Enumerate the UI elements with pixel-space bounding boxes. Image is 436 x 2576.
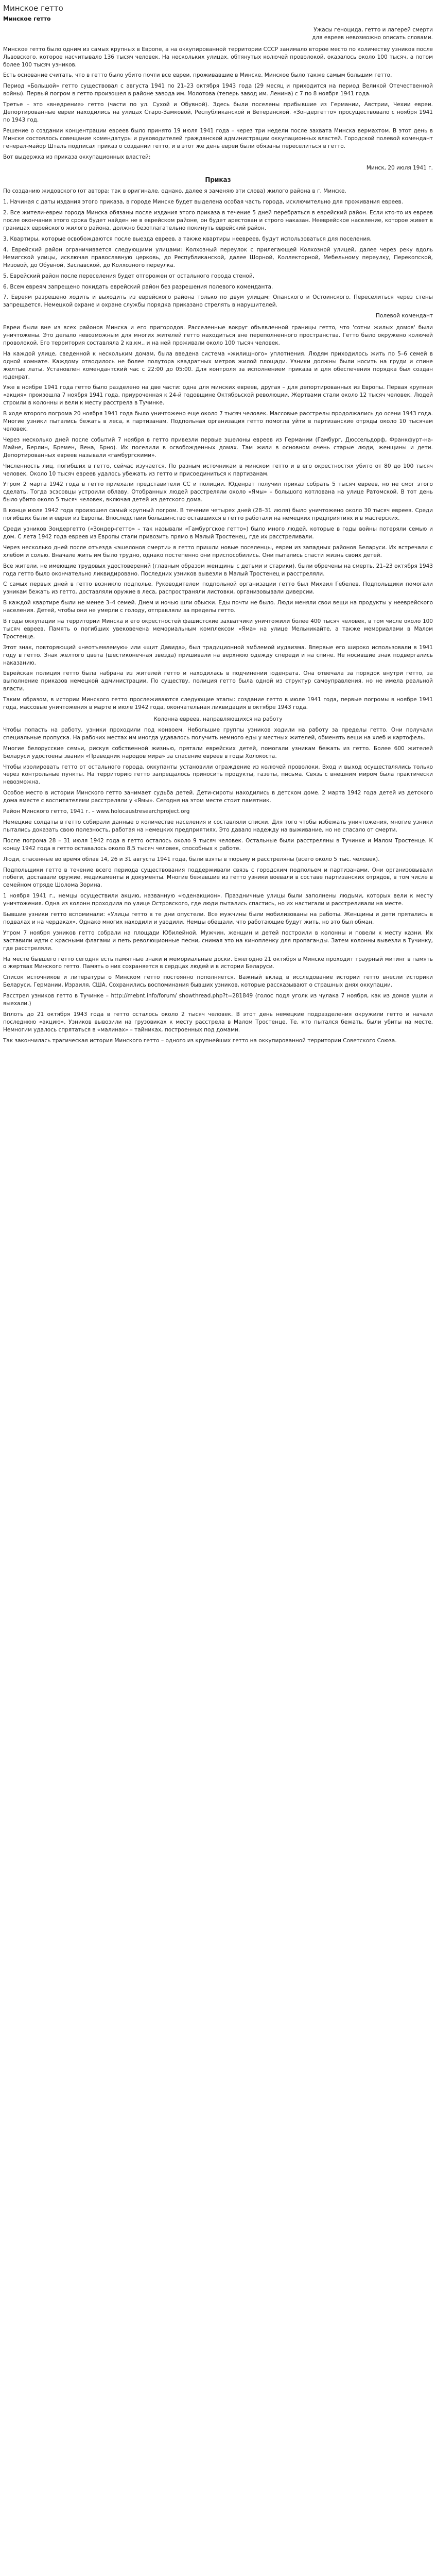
image-source-caption: Район Минского гетто, 1941 г. – www.holocaustresearchproject.org xyxy=(3,808,190,815)
article-subtitle: Минское гетто xyxy=(3,15,51,23)
order-item: 6. Всем евреям запрещено покидать еврейский район без разрешения полевого коменданта. xyxy=(3,283,273,290)
paragraph: Уже в ноябре 1941 года гетто было разделено на две части: одна для минских евреев, другая – для депортированных из Европы. Первая крупная «акция» произошла 7 ноября 1941 года, приуроченная к 24-й годовщине Октябрьской революции. Жертвами стали около 12 тысяч человек. Людей строили в колонны и вели к месту расстрела в Тучинке. xyxy=(3,384,433,406)
paragraph: Третье – это «внедрение» гетто (части по ул. Сухой и Обувной). Здесь были поселены прибывшие из Германии, Австрии, Чехии евреи. Депортированные евреи находились на улицах Старо-Замковой, Республиканской и Ветеранской. «Зондергетто» просуществовало с ноября 1941 по 1943 год. xyxy=(3,101,433,123)
order-item: 2. Все жители-евреи города Минска обязаны после издания этого приказа в течение 5 дней перебраться в еврейский район. Если кто-то из евреев после окончания этого срока будет найден не в еврейском районе, он будет арестован и строго наказан. Нееврейское население, которое живет в границах еврейского жилого района, должно безотлагательно покинуть еврейский район. xyxy=(3,210,433,232)
order-section xyxy=(3,188,433,309)
order-title: Приказ xyxy=(205,176,231,184)
paragraph: Еврейская полиция гетто была набрана из жителей гетто и находилась в подчинении юденрата. Она отвечала за порядок внутри гетто, за выполнение приказов немецкой администрации. По существу, полиция гетто была одной из структур самоуправления, но не имела реальной власти. xyxy=(3,670,433,692)
paragraph: Численность лиц, погибших в гетто, сейчас изучается. По разным источникам в минском гетто и в его окрестностях убито от 80 до 100 тысяч человек. Около 10 тысяч евреев удалось убежать из гетто и присоединиться к партизанам. xyxy=(3,463,433,477)
paragraph: 1 ноября 1941 г., немцы осуществили акцию, названную «юденакцион». Праздничные улицы были заполнены людьми, которых вели к месту уничтожения. Одна из колонн проходила по улице Островского, где люди пытались спастись, но их настигали и расстреливали на месте. xyxy=(3,893,433,907)
order-item: 5. Еврейский район после переселения будет отгорожен от остального города стеной. xyxy=(3,273,255,279)
paragraph: В годы оккупации на территории Минска и его окрестностей фашистские захватчики уничтожили более 400 тысяч человек, в том числе около 100 тысяч евреев. Память о погибших увековечена мемориальным комплексом «Яма» на улице Мельникайте, а также мемориалами в Малом Тростенце. xyxy=(3,618,433,640)
epigraph-line: Ужасы геноцида, гетто и лагерей смерти xyxy=(313,26,433,33)
order-item: 3. Квартиры, которые освобождаются после выезда евреев, а также квартиры неевреев, будут использоваться для поселения. xyxy=(3,235,372,242)
paragraph: Среди узников Зондергетто («Зондер-гетто» – так называли «Гамбургское гетто») было много людей, которые в годы войны потеряли семью и дом. С лета 1942 года евреев из Европы стали привозить прямо в Малый Тростенец, где их расстреливали. xyxy=(3,526,433,540)
body-section xyxy=(3,324,433,711)
paragraph: Утром 2 марта 1942 года в гетто приехали представители СС и полиции. Юденрат получил приказ собрать 5 тысяч евреев, но не смог этого сделать. Тогда эсэсовцы устроили облаву. Отобранных людей расстреляли около «Ямы» – большого котлована на улице Ратомской. В тот день было убито около 5 тысяч человек, включая детей из детского дома. xyxy=(3,481,433,503)
section2 xyxy=(3,726,433,805)
paragraph: Через несколько дней после отъезда «эшелонов смерти» в гетто пришли новые поселенцы, евреи из западных районов Беларуси. Их встречали с хлебом и солью. Вначале жить им было трудно, однако постепенно они приспособились. Они пытались спасти жизнь своих детей. xyxy=(3,544,433,558)
paragraph: В каждой квартире были не менее 3–4 семей. Днем и ночью шли обыски. Еды почти не было. Люди меняли свои вещи на продукты у нееврейского населения. Детей, чтобы они не умерли с голоду, отправляли за пределы гетто. xyxy=(3,600,433,614)
paragraph: Особое место в истории Минского гетто занимает судьба детей. Дети-сироты находились в детском доме. 2 марта 1942 года детей из детского дома вместе с воспитателями расстреляли у «Ямы». Сегодня на этом месте стоит памятник. xyxy=(3,790,433,804)
paragraph: Этот знак, повторяющий «неотъемлемую» или «щит Давида», был традиционной эмблемой иудаизма. Впервые его широко использовали в 1941 году в гетто. Знак желтого цвета (шестиконечная звезда) пришивали на верхнюю одежду спереди и на спине. Не носившие знак подвергались наказанию. xyxy=(3,644,433,666)
paragraph: Немецкие солдаты в гетто собирали данные о количестве населения и составляли списки. Для того чтобы избежать уничтожения, многие узники пытались доказать свою полезность, работая на немецких предприятиях. Это давало надежду на выживание, но не спасало от смерти. xyxy=(3,819,433,833)
paragraph: Все жители, не имеющие трудовых удостоверений (главным образом женщины с детьми и старики), были обречены на смерть. 21–23 октября 1943 года гетто было окончательно ликвидировано. Последних узников вывезли в Малый Тростенец и расстреляли. xyxy=(3,563,433,577)
paragraph: После погрома 28 – 31 июля 1942 года в гетто осталось около 9 тысяч человек. Остальные были расстреляны в Тучинке и Малом Тростенце. К концу 1942 года в гетто оставалось около 8,5 тысяч человек, способных к работе. xyxy=(3,837,433,852)
paragraph: Минское гетто было одним из самых крупных в Европе, а на оккупированной территории СССР занимало второе место по количеству узников после Львовского, которое насчитывало 136 тысяч человек. На нескольких улицах, обтянутых колючей проволокой, оказалось около 100 тысяч, а потом более 100 тысяч узников. xyxy=(3,46,433,68)
paragraph: Чтобы изолировать гетто от остального города, оккупанты установили ограждение из колючей проволоки. Вход и выход осуществлялись только через контрольные пункты. На территорию гетто запрещалось приносить продукты, газеты, письма. Связь с внешним миром была практически невозможна. xyxy=(3,764,433,786)
paragraph: Люди, спасенные во время облав 14, 26 и 31 августа 1941 года, были взяты в тюрьму и расстреляны (всего около 5 тыс. человек). xyxy=(3,856,380,862)
paragraph: В ходе второго погрома 20 ноября 1941 года было уничтожено еще около 7 тысяч человек. Массовые расстрелы продолжались до осени 1943 года. Многие узники пытались бежать в леса, к партизанам. Подпольная организация гетто помогла уйти в партизанские отряды около 10 тысячам человек. xyxy=(3,411,433,432)
paragraph: Решение о создании концентрации евреев было принято 19 июля 1941 года – через три недели после захвата Минска вермахтом. В этот день в Минске состоялось совещание комендатуры и руководителей гражданской администрации оккупационных властей. Городской полевой комендант генерал-майор Шталь подписал приказ о создании гетто, и в этот же день евреи были обязаны переселиться в гетто. xyxy=(3,127,433,149)
paragraph: Утром 7 ноября узников гетто собрали на площади Юбилейной. Мужчин, женщин и детей построили в колонны и повели к месту казни. Их заставили идти с красными флагами и петь революционные песни, снимая это на кинопленку для пропаганды. Затем колонны вывезли в Тучинку, где расстреляли. xyxy=(3,929,433,952)
order-item: 1. Начиная с даты издания этого приказа, в городе Минске будет выделена особая часть города, исключительно для проживания евреев. xyxy=(3,199,404,206)
order-place-date: Минск, 20 июля 1941 г. xyxy=(366,164,433,171)
paragraph: Через несколько дней после событий 7 ноября в гетто привезли первые эшелоны евреев из Германии (Гамбург, Дюссельдорф, Франкфурт-на-Майне, Берлин, Бремен, Вена, Брно). Их поселили в освобожденных домах. Там жили в основном очень старые люди, женщины и дети. Депортированных евреев называли «гамбургскими». xyxy=(3,436,433,459)
paragraph: С самых первых дней в гетто возникло подполье. Руководителем подпольной организации гетто был Михаил Гебелев. Подпольщики помогали узникам бежать из гетто, доставляли оружие в леса, распространяли листовки, организовывали диверсии. xyxy=(3,581,433,596)
section-title: Колонна евреев, направляющихся на работу xyxy=(153,716,283,722)
paragraph: В конце июля 1942 года произошел самый крупный погром. В течение четырех дней (28–31 июля) было уничтожено около 30 тысяч евреев. Среди погибших были и евреи из Европы. Впоследствии большинство оставшихся в гетто работали на немецких предприятиях и в мастерских. xyxy=(3,507,433,522)
paragraph: Так закончилась трагическая история Минского гетто – одного из крупнейших гетто на оккупированной территории Советского Союза. xyxy=(3,1037,397,1044)
paragraph: Таким образом, в истории Минского гетто прослеживаются следующие этапы: создание гетто в июле 1941 года, первые погромы в ноябре 1941 года, массовые уничтожения в марте и июле 1942 года, окончательная ликвидация в октябре 1943 года. xyxy=(3,697,433,711)
final-section xyxy=(3,1011,433,1045)
paragraph: Вот выдержка из приказа оккупационных властей: xyxy=(3,154,151,160)
paragraph: Подпольщики гетто в течение всего периода существования поддерживали связь с городским подпольем и партизанами. Они организовывали побеги, доставали оружие, медикаменты и документы. Многие бежавшие из гетто узники воевали в составе партизанских отрядов, в том числе в семейном отряде Шолома Зорина. xyxy=(3,867,433,889)
paragraph: Вплоть до 21 октября 1943 года в гетто осталось около 2 тысяч человек. В этот день немецкие подразделения окружили гетто и начали последнюю «акцию». Узников вывозили на грузовиках к месту расстрела в Малом Тростенце. Те, кто пытался бежать, были убиты на месте. Немногим удалось спрятаться в «малинах» – тайниках, построенных под домами. xyxy=(3,1011,433,1033)
paragraph: На месте бывшего гетто сегодня есть памятные знаки и мемориальные доски. Ежегодно 21 октября в Минске проходит траурный митинг в память о жертвах Минского гетто. Память о них сохраняется в сердцах людей и в истории Беларуси. xyxy=(3,956,433,970)
order-signature: Полевой комендант xyxy=(376,313,433,319)
epigraph-line: для евреев невозможно описать словами. xyxy=(312,34,433,41)
paragraph: Многие белорусские семьи, рискуя собственной жизнью, прятали еврейских детей, помогали узникам бежать из гетто. Более 600 жителей Беларуси удостоены звания «Праведник народов мира» за спасение евреев в годы Холокоста. xyxy=(3,745,433,759)
page-title: Минское гетто xyxy=(3,4,63,13)
order-item: 4. Еврейский район ограничивается следующими улицами: Колхозный переулок с прилегающей Колхозной улицей, далее через реку вдоль Немигской улицы, исключая православную церковь, до Республиканской, далее Шорной, Коллекторной, Мебельному переулку, Перекопской, Низовой, до Обувной, Заславской, до Колхозного переулка. xyxy=(3,246,433,268)
intro-section xyxy=(3,46,433,161)
paragraph: Период «Большой» гетто существовал с августа 1941 по 21–23 октября 1943 года (29 месяц и приходится на период Великой Отечественной войны). Первый погром в гетто произошел в районе завода им. Молотова (теперь завод им. Ленина) с 7 по 8 ноября 1941 года. xyxy=(3,83,433,97)
article xyxy=(0,0,436,1054)
paragraph: Чтобы попасть на работу, узники проходили под конвоем. Небольшие группы узников ходили на работу за пределы гетто. Они получали специальные пропуска. На рабочих местах им иногда удавалось получить немного еды у местных жителей, обменять вещи на хлеб и картофель. xyxy=(3,726,433,741)
order-item: По созданию жидовского (от автора: так в оригинале, однако, далее я заменяю эти слова) жилого района в г. Минске. xyxy=(3,188,346,195)
body2-section xyxy=(3,819,433,989)
paragraph: На каждой улице, сведенной к нескольким домам, была введена система «жилищного» уплотнения. Людям приходилось жить по 5–6 семей в одной комнате. Каждому отводилось не более полутора квадратных метров жилой площади. Узники должны были носить на груди и спине желтые латы. Установлен комендантский час с 22:00 до 05:00. Для контроля за исполнением приказа и для обеспечения порядка был создан юденрат. xyxy=(3,350,433,380)
paragraph: Есть основание считать, что в гетто было убито почти все евреи, проживавшие в Минске. Минское было также самым большим гетто. xyxy=(3,72,392,79)
image-source-caption: Расстрел узников гетто в Тучинке – http://mebnt.info/forum/ showthread.php?t=281849 (голос подл уголк из чулака 7 ноября, как из домов ушли и выехали.) xyxy=(3,993,433,1007)
paragraph: Список источников и литературы о Минском гетто постоянно пополняется. Важный вклад в исследование истории гетто внесли историки Беларуси, Германии, Израиля, США. Сохранились воспоминания бывших узников, которые рассказывают о страшных днях оккупации. xyxy=(3,974,433,989)
paragraph: Евреи были вне из всех районов Минска и его пригородов. Расселенные вокруг объявленной границы гетто, что 'сотни жилых домов' были уничтожены. Это делало невозможным для многих жителей гетто находиться вне переполненного пространства. Гетто было окружено колючей проволокой. Его территория составляла 2 кв.км., и на ней проживали около 100 тысяч человек. xyxy=(3,325,433,346)
epigraph xyxy=(3,26,433,42)
order-item: 7. Евреям разрешено ходить и выходить из еврейского района только по двум улицам: Опанского и Остоинского. Переселиться через стены запрещается. Немецкой охране и охране службы порядка приказано стрелять в нарушителей. xyxy=(3,294,433,309)
paragraph: Бывшие узники гетто вспоминали: «Улицы гетто в те дни опустели. Все мужчины были мобилизованы на работы. Женщины и дети прятались в подвалах и на чердаках». Однако многих находили и уводили. Немцы обещали, что работающие будут жить, но это был обман. xyxy=(3,911,433,925)
